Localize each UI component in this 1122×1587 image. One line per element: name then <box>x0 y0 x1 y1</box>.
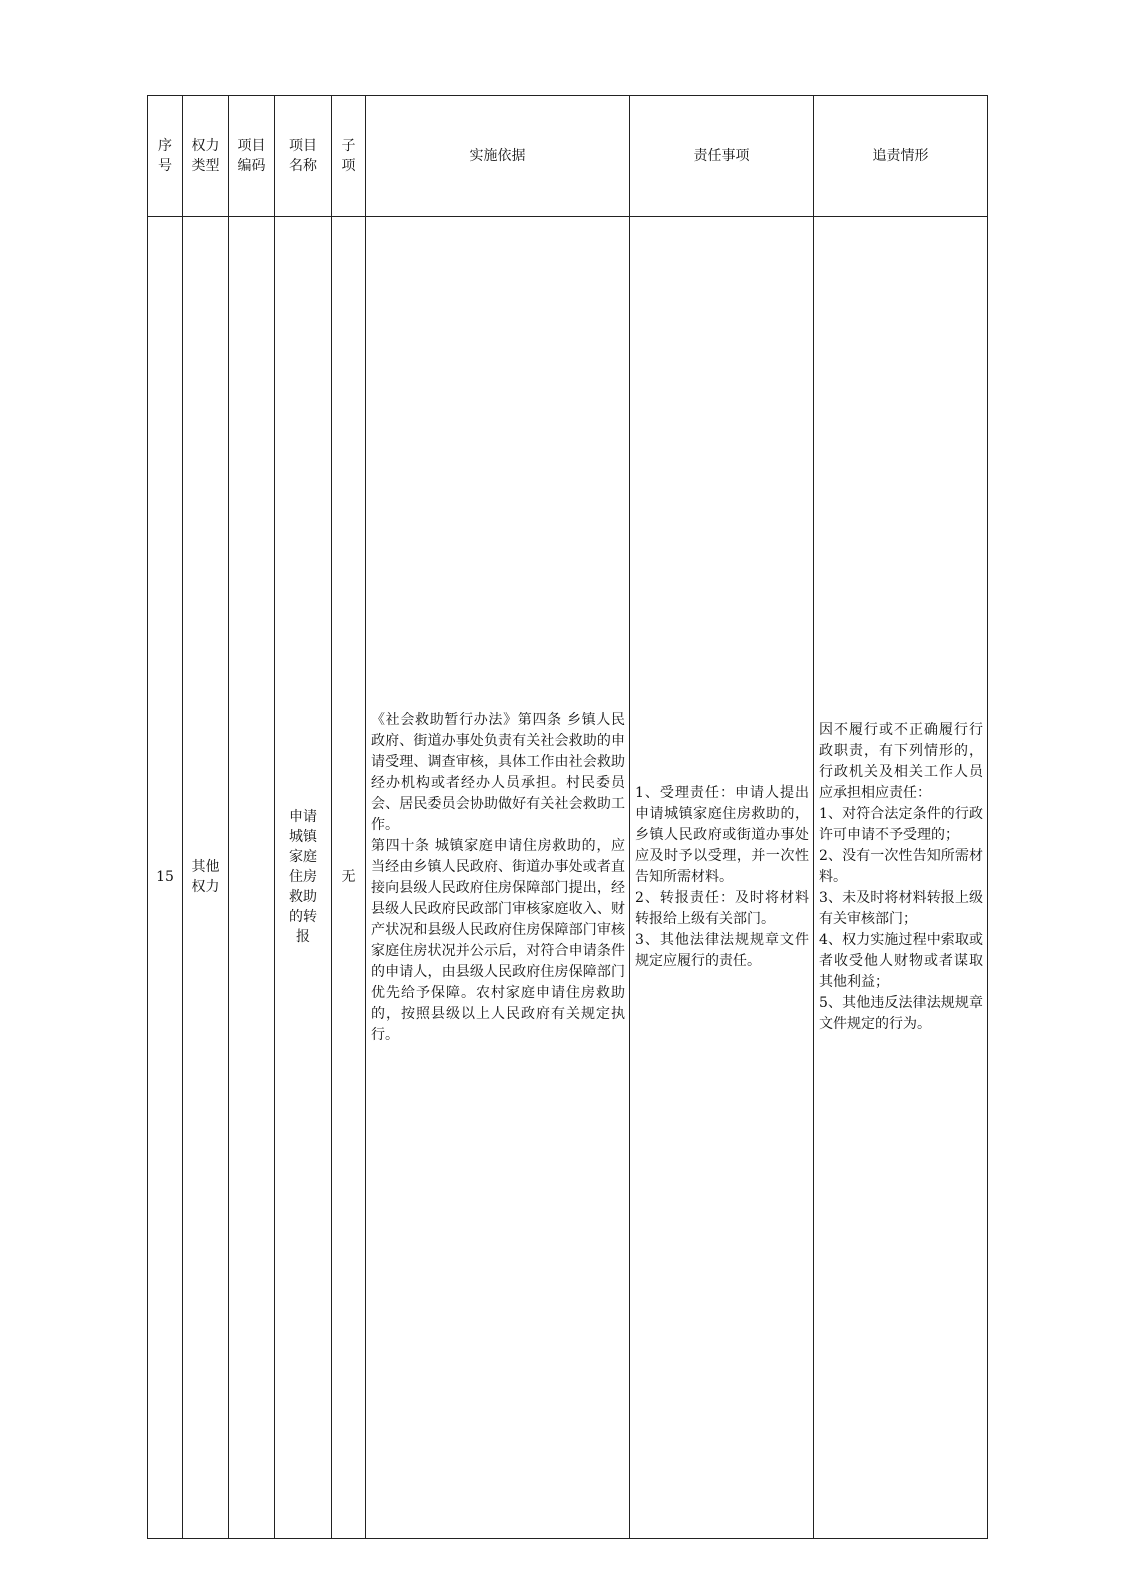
row-item-code <box>229 217 275 1539</box>
responsibility-item: 3、其他法律法规规章文件规定应履行的责任。 <box>635 932 809 969</box>
row-accountability <box>814 217 988 1539</box>
row-index: 15 <box>148 217 183 1539</box>
basis-paragraph: 第四十条 城镇家庭申请住房救助的，应当经由乡镇人民政府、街道办事处或者直接向县级人民政府住房保障部门提出，经县级人民政府民政部门审核家庭收入、财产状况和县级人民政府住房保障部门审核家庭住房状况并公示后，对符合申请条件的申请人，由县级人民政府住房保障部门优先给予保障。农村家庭申请住房救助的，按照县级以上人民政府有关规定执行。 <box>371 837 625 1043</box>
responsibility-item: 2、转报责任：及时将材料转报给上级有关部门。 <box>635 890 809 927</box>
accountability-item: 5、其他违反法律法规规章文件规定的行为。 <box>819 995 983 1032</box>
power-list-table <box>147 95 988 1539</box>
header-sub-item: 子项 <box>332 96 366 217</box>
row-item-name: 申请城镇家庭住房救助的转报 <box>275 217 332 1539</box>
header-accountability: 追责情形 <box>814 96 988 217</box>
row-power-type: 其他权力 <box>183 217 229 1539</box>
row-basis <box>366 217 630 1539</box>
header-basis: 实施依据 <box>366 96 630 217</box>
header-item-name: 项目名称 <box>275 96 332 217</box>
accountability-item: 1、对符合法定条件的行政许可申请不予受理的； <box>819 806 983 843</box>
table-row <box>148 217 988 1539</box>
header-responsibilities: 责任事项 <box>630 96 814 217</box>
responsibility-item: 1、受理责任：申请人提出申请城镇家庭住房救助的，乡镇人民政府或街道办事处应及时予以受理，并一次性告知所需材料。 <box>635 785 809 885</box>
row-responsibilities <box>630 217 814 1539</box>
accountability-item: 3、未及时将材料转报上级有关审核部门； <box>819 890 983 927</box>
accountability-item: 因不履行或不正确履行行政职责，有下列情形的，行政机关及相关工作人员应承担相应责任： <box>819 722 983 801</box>
header-index: 序号 <box>148 96 183 217</box>
row-sub-item: 无 <box>332 217 366 1539</box>
header-item-code: 项目编码 <box>229 96 275 217</box>
header-power-type: 权力类型 <box>183 96 229 217</box>
basis-paragraph: 《社会救助暂行办法》第四条 乡镇人民政府、街道办事处负责有关社会救助的申请受理、调查审核，具体工作由社会救助经办机构或者经办人员承担。村民委员会、居民委员会协助做好有关社会救助工作。 <box>371 711 625 833</box>
header-row <box>148 96 988 217</box>
accountability-item: 2、没有一次性告知所需材料。 <box>819 848 983 885</box>
accountability-item: 4、权力实施过程中索取或者收受他人财物或者谋取其他利益； <box>819 932 983 990</box>
